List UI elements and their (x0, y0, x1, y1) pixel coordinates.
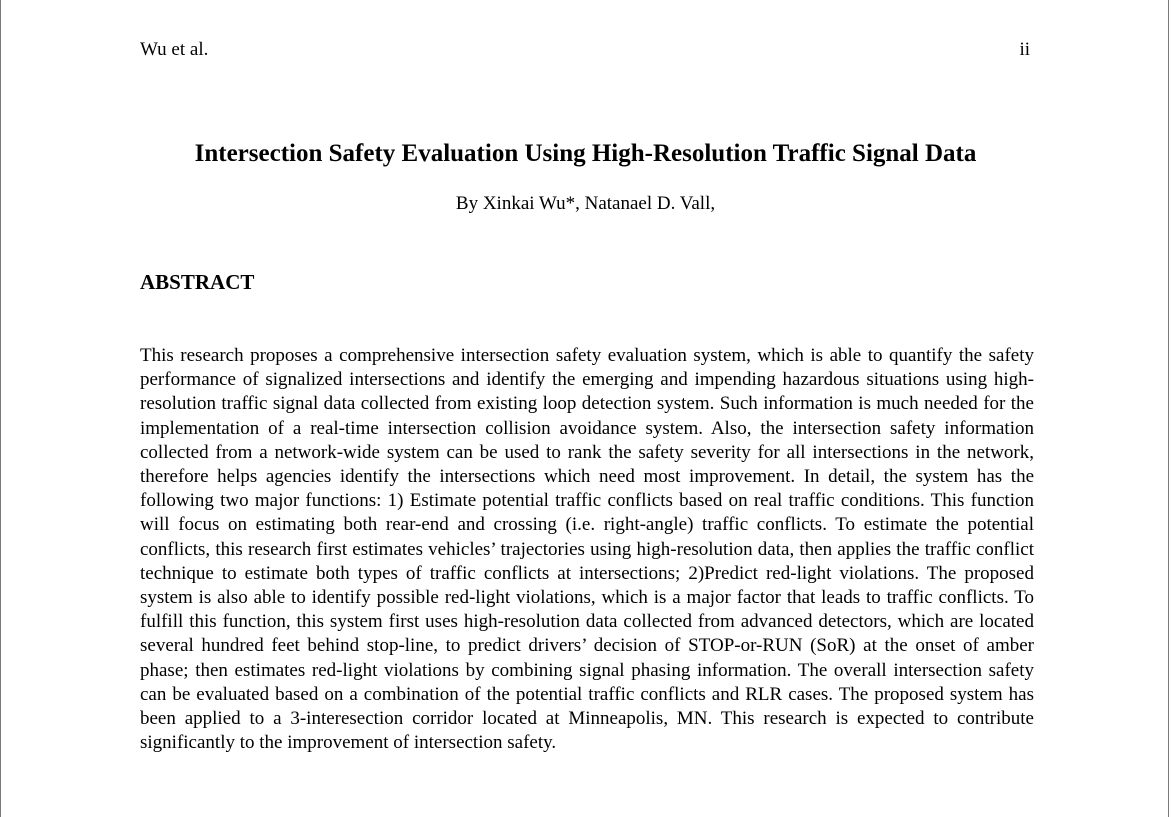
paper-title: Intersection Safety Evaluation Using High-Resolution Traffic Signal Data (194, 140, 977, 167)
running-head: Wu et al. (140, 39, 209, 60)
paper-authors: By Xinkai Wu*, Natanael D. Vall, (455, 193, 716, 214)
abstract-body: This research proposes a comprehensive intersection safety evaluation system, which is able to quantify the safety performance of signalized intersections and identify the emerging and impending hazardous situations using high-resolution traffic signal data collected from existing loop detection system. Such information is much needed for the implementation of a real-time intersection collision avoidance system. Also, the intersection safety information collected from a network-wide system can be used to rank the safety severity for all intersections in the network, therefore helps agencies identify the intersections which need most improvement. In detail, the system has the following two major functions: 1) Estimate potential traffic conflicts based on real traffic conditions. This function will focus on estimating both rear-end and crossing (i.e. right-angle) traffic conflicts. To estimate the potential conflicts, this research first estimates vehicles’ trajectories using high-resolution data, then applies the traffic conflict technique to estimate both types of traffic conflicts at intersections; 2)Predict red-light violations. The proposed system is also able to identify possible red-light violations, which is a major factor that leads to traffic conflicts. To fulfill this function, this system first uses high-resolution data collected from advanced detectors, which are located several hundred feet behind stop-line, to predict drivers’ decision of STOP-or-RUN (SoR) at the onset of amber phase; then estimates red-light violations by combining signal phasing information. The overall intersection safety can be evaluated based on a combination of the potential traffic conflicts and RLR cases. The proposed system has been applied to a 3-interesection corridor located at Minneapolis, MN. This research is expected to contribute significantly to the improvement of intersection safety. (140, 345, 1034, 754)
abstract-heading: ABSTRACT (140, 270, 255, 294)
page-number: ii (1019, 39, 1030, 60)
